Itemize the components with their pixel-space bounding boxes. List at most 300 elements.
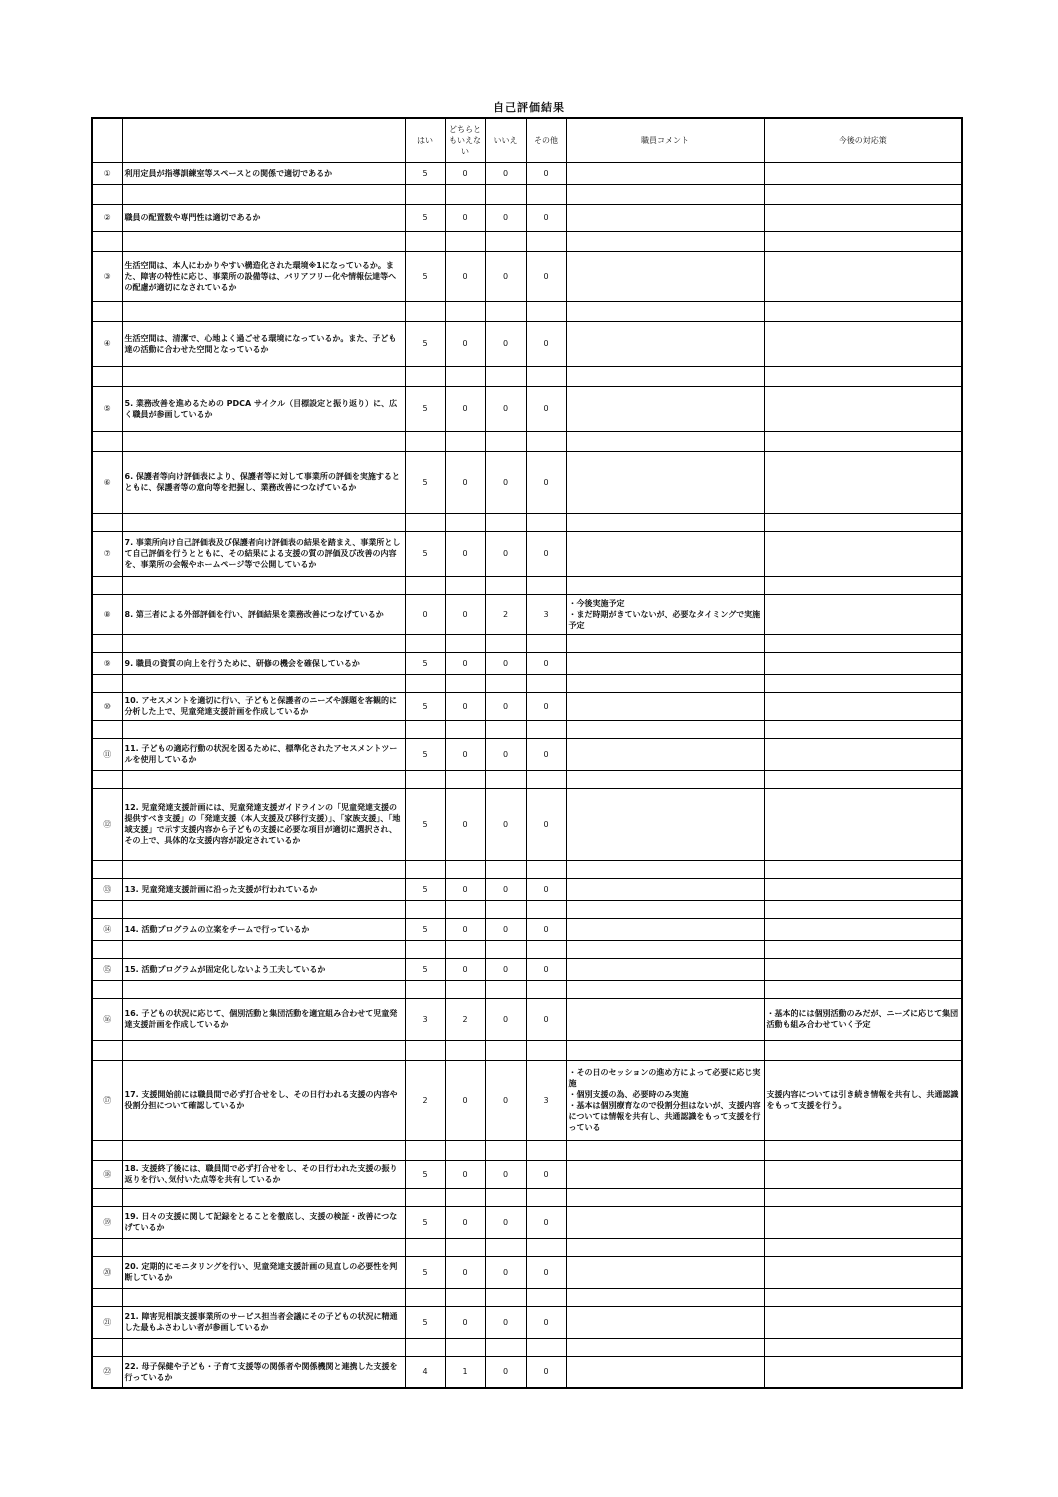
count-other: 0 — [526, 788, 566, 860]
staff-comment — [566, 918, 764, 940]
spacer-cell — [764, 634, 962, 652]
spacer-cell — [122, 674, 405, 692]
question-text: 22. 母子保健や子ども・子育て支援等の関係者や関係機関と連携した支援を行っているか — [122, 1356, 405, 1388]
question-text: 6. 保護者等向け評価表により、保護者等に対して事業所の評価を実施するとともに、保護者等の意向等を把握し、業務改善につなげているか — [122, 451, 405, 513]
future-plan — [764, 738, 962, 770]
spacer-cell — [445, 720, 485, 738]
spacer-cell — [526, 1238, 566, 1256]
spacer-cell — [405, 513, 445, 531]
count-yes: 4 — [405, 1356, 445, 1388]
question-text: 生活空間は、清潔で、心地よく過ごせる環境になっているか。また、子ども達の活動に合わせた空間となっているか — [122, 321, 405, 366]
table-row — [92, 652, 962, 674]
count-neither: 0 — [445, 451, 485, 513]
spacer-row — [92, 674, 962, 692]
count-other: 0 — [526, 251, 566, 301]
question-text: 18. 支援終了後には、職員間で必ず打合せをし、その日行われた支援の振り返りを行い､気付いた点等を共有しているか — [122, 1160, 405, 1188]
count-no: 0 — [485, 1206, 526, 1238]
spacer-cell — [405, 231, 445, 251]
spacer-cell — [764, 1188, 962, 1206]
spacer-cell — [566, 1140, 764, 1160]
staff-comment — [566, 1356, 764, 1388]
spacer-cell — [485, 980, 526, 998]
spacer-cell — [764, 940, 962, 958]
count-no: 0 — [485, 451, 526, 513]
spacer-row — [92, 1338, 962, 1356]
question-text: 16. 子どもの状況に応じて、個別活動と集団活動を適宜組み合わせて児童発達支援計画を作成しているか — [122, 998, 405, 1040]
count-no: 0 — [485, 652, 526, 674]
spacer-cell — [485, 1188, 526, 1206]
spacer-cell — [405, 940, 445, 958]
future-plan — [764, 451, 962, 513]
spacer-cell — [485, 431, 526, 451]
staff-comment — [566, 251, 764, 301]
spacer-cell — [92, 1040, 122, 1060]
count-no: 0 — [485, 531, 526, 576]
count-other: 0 — [526, 162, 566, 184]
question-text: 7. 事業所向け自己評価表及び保護者向け評価表の結果を踏まえ、事業所として自己評価を行うとともに、その結果による支援の質の評価及び改善の内容を、事業所の会報やホームページ等で公開しているか — [122, 531, 405, 576]
count-yes: 5 — [405, 788, 445, 860]
staff-comment: ・その日のセッションの進め方によって必要に応じ実施 ・個別支援の為、必要時のみ実施 ・基本は個別療育なので役割分担はないが、支援内容については情報を共有し、共通認識をもって支援を行っている — [566, 1060, 764, 1140]
spacer-cell — [445, 1338, 485, 1356]
spacer-cell — [526, 634, 566, 652]
spacer-cell — [445, 231, 485, 251]
future-plan — [764, 1256, 962, 1288]
spacer-cell — [405, 770, 445, 788]
spacer-cell — [764, 720, 962, 738]
spacer-cell — [405, 1140, 445, 1160]
question-text: 14. 活動プログラムの立案をチームで行っているか — [122, 918, 405, 940]
spacer-cell — [526, 860, 566, 878]
future-plan: ・基本的には個別活動のみだが、ニーズに応じて集団活動も組み合わせていく予定 — [764, 998, 962, 1040]
spacer-cell — [764, 231, 962, 251]
table-row — [92, 692, 962, 720]
spacer-cell — [445, 1140, 485, 1160]
spacer-cell — [122, 184, 405, 204]
spacer-row — [92, 980, 962, 998]
header-future-plan: 今後の対応策 — [764, 118, 962, 162]
spacer-cell — [526, 513, 566, 531]
row-number: ⑧ — [92, 594, 122, 634]
spacer-row — [92, 720, 962, 738]
future-plan — [764, 652, 962, 674]
question-text: 5. 業務改善を進めるための PDCA サイクル（目標設定と振り返り）に、広く職員が参画しているか — [122, 386, 405, 431]
spacer-cell — [445, 1288, 485, 1306]
future-plan — [764, 1160, 962, 1188]
spacer-row — [92, 770, 962, 788]
count-other: 0 — [526, 1356, 566, 1388]
future-plan — [764, 162, 962, 184]
row-number: ⑰ — [92, 1060, 122, 1140]
spacer-cell — [566, 1338, 764, 1356]
spacer-cell — [405, 860, 445, 878]
future-plan — [764, 1306, 962, 1338]
count-no: 0 — [485, 1256, 526, 1288]
spacer-cell — [485, 1140, 526, 1160]
spacer-cell — [405, 900, 445, 918]
row-number: ⑭ — [92, 918, 122, 940]
future-plan: 支援内容については引き続き情報を共有し、共通認識をもって支援を行う。 — [764, 1060, 962, 1140]
spacer-cell — [526, 940, 566, 958]
count-no: 0 — [485, 1306, 526, 1338]
spacer-cell — [122, 860, 405, 878]
question-text: 職員の配置数や専門性は適切であるか — [122, 204, 405, 231]
spacer-cell — [445, 1040, 485, 1060]
table-row — [92, 162, 962, 184]
count-neither: 0 — [445, 204, 485, 231]
count-other: 0 — [526, 652, 566, 674]
spacer-cell — [445, 860, 485, 878]
staff-comment — [566, 878, 764, 900]
count-yes: 5 — [405, 162, 445, 184]
count-other: 0 — [526, 1256, 566, 1288]
spacer-row — [92, 576, 962, 594]
spacer-cell — [566, 366, 764, 386]
spacer-cell — [485, 770, 526, 788]
spacer-cell — [405, 1040, 445, 1060]
spacer-cell — [485, 576, 526, 594]
future-plan — [764, 788, 962, 860]
count-yes: 5 — [405, 692, 445, 720]
spacer-cell — [122, 366, 405, 386]
count-no: 0 — [485, 386, 526, 431]
count-no: 0 — [485, 918, 526, 940]
spacer-row — [92, 513, 962, 531]
spacer-cell — [764, 1040, 962, 1060]
spacer-cell — [485, 184, 526, 204]
spacer-cell — [764, 1338, 962, 1356]
staff-comment — [566, 788, 764, 860]
spacer-cell — [92, 900, 122, 918]
question-text: 生活空間は、本人にわかりやすい構造化された環境※1になっているか。また、障害の特性に応じ、事業所の設備等は、バリアフリー化や情報伝達等への配慮が適切になされているか — [122, 251, 405, 301]
future-plan — [764, 594, 962, 634]
spacer-cell — [526, 1288, 566, 1306]
spacer-cell — [122, 1288, 405, 1306]
spacer-cell — [92, 980, 122, 998]
spacer-cell — [566, 301, 764, 321]
spacer-cell — [405, 634, 445, 652]
spacer-cell — [405, 1288, 445, 1306]
count-yes: 5 — [405, 531, 445, 576]
spacer-cell — [122, 720, 405, 738]
count-neither: 0 — [445, 321, 485, 366]
count-yes: 5 — [405, 451, 445, 513]
spacer-cell — [526, 431, 566, 451]
spacer-cell — [526, 576, 566, 594]
staff-comment: ・今後実施予定 ・まだ時期がきていないが、必要なタイミングで実施予定 — [566, 594, 764, 634]
spacer-row — [92, 1188, 962, 1206]
count-no: 0 — [485, 321, 526, 366]
spacer-cell — [566, 674, 764, 692]
row-number: ㉒ — [92, 1356, 122, 1388]
spacer-cell — [92, 366, 122, 386]
future-plan — [764, 692, 962, 720]
count-neither: 0 — [445, 386, 485, 431]
spacer-row — [92, 1288, 962, 1306]
row-number: ⑳ — [92, 1256, 122, 1288]
spacer-cell — [92, 860, 122, 878]
spacer-cell — [405, 431, 445, 451]
row-number: ③ — [92, 251, 122, 301]
question-text: 利用定員が指導訓練室等スペースとの関係で適切であるか — [122, 162, 405, 184]
count-yes: 5 — [405, 652, 445, 674]
table-row — [92, 594, 962, 634]
spacer-cell — [445, 770, 485, 788]
spacer-row — [92, 366, 962, 386]
count-yes: 5 — [405, 1160, 445, 1188]
count-no: 0 — [485, 204, 526, 231]
count-neither: 0 — [445, 692, 485, 720]
count-yes: 5 — [405, 1306, 445, 1338]
count-other: 0 — [526, 321, 566, 366]
spacer-cell — [122, 1188, 405, 1206]
spacer-cell — [445, 366, 485, 386]
spacer-cell — [405, 184, 445, 204]
count-yes: 5 — [405, 958, 445, 980]
row-number: ① — [92, 162, 122, 184]
spacer-row — [92, 1140, 962, 1160]
count-yes: 5 — [405, 1206, 445, 1238]
count-neither: 0 — [445, 878, 485, 900]
table-row — [92, 788, 962, 860]
staff-comment — [566, 1306, 764, 1338]
header-number — [92, 118, 122, 162]
count-no: 2 — [485, 594, 526, 634]
spacer-cell — [764, 860, 962, 878]
spacer-cell — [764, 900, 962, 918]
count-neither: 0 — [445, 1160, 485, 1188]
spacer-cell — [92, 1338, 122, 1356]
spacer-cell — [405, 1338, 445, 1356]
spacer-cell — [764, 1238, 962, 1256]
question-text: 17. 支援開始前には職員間で必ず打合せをし、その日行われる支援の内容や役割分担について確認しているか — [122, 1060, 405, 1140]
count-other: 0 — [526, 998, 566, 1040]
spacer-cell — [764, 770, 962, 788]
count-no: 0 — [485, 998, 526, 1040]
count-neither: 1 — [445, 1356, 485, 1388]
count-neither: 0 — [445, 1306, 485, 1338]
count-no: 0 — [485, 738, 526, 770]
spacer-cell — [405, 674, 445, 692]
count-no: 0 — [485, 958, 526, 980]
future-plan — [764, 1206, 962, 1238]
spacer-cell — [566, 431, 764, 451]
count-yes: 5 — [405, 878, 445, 900]
spacer-cell — [445, 513, 485, 531]
count-neither: 0 — [445, 958, 485, 980]
table-row — [92, 878, 962, 900]
row-number: ⑱ — [92, 1160, 122, 1188]
future-plan — [764, 958, 962, 980]
spacer-cell — [122, 770, 405, 788]
spacer-cell — [526, 720, 566, 738]
count-neither: 0 — [445, 1206, 485, 1238]
table-row — [92, 1206, 962, 1238]
spacer-cell — [92, 1288, 122, 1306]
staff-comment — [566, 1256, 764, 1288]
spacer-cell — [122, 301, 405, 321]
spacer-cell — [445, 1238, 485, 1256]
staff-comment — [566, 1206, 764, 1238]
header-yes: はい — [405, 118, 445, 162]
count-yes: 5 — [405, 251, 445, 301]
count-no: 0 — [485, 1160, 526, 1188]
page-title: 自己評価結果 — [493, 101, 565, 114]
table-row — [92, 998, 962, 1040]
spacer-cell — [445, 940, 485, 958]
spacer-cell — [526, 900, 566, 918]
spacer-cell — [764, 1288, 962, 1306]
spacer-cell — [122, 431, 405, 451]
spacer-cell — [122, 634, 405, 652]
count-yes: 3 — [405, 998, 445, 1040]
spacer-cell — [566, 1040, 764, 1060]
row-number: ⑦ — [92, 531, 122, 576]
spacer-row — [92, 1040, 962, 1060]
count-yes: 5 — [405, 918, 445, 940]
staff-comment — [566, 162, 764, 184]
future-plan — [764, 251, 962, 301]
count-other: 3 — [526, 1060, 566, 1140]
table-row — [92, 918, 962, 940]
spacer-cell — [405, 576, 445, 594]
count-neither: 0 — [445, 1256, 485, 1288]
spacer-cell — [92, 576, 122, 594]
table-row — [92, 958, 962, 980]
count-yes: 5 — [405, 386, 445, 431]
count-no: 0 — [485, 251, 526, 301]
spacer-cell — [405, 720, 445, 738]
table-row — [92, 451, 962, 513]
count-yes: 0 — [405, 594, 445, 634]
count-neither: 2 — [445, 998, 485, 1040]
spacer-cell — [405, 1188, 445, 1206]
spacer-cell — [445, 674, 485, 692]
spacer-cell — [485, 1238, 526, 1256]
spacer-cell — [122, 900, 405, 918]
spacer-cell — [92, 431, 122, 451]
spacer-cell — [764, 576, 962, 594]
table-row — [92, 1160, 962, 1188]
header-no: いいえ — [485, 118, 526, 162]
count-other: 0 — [526, 738, 566, 770]
spacer-cell — [445, 184, 485, 204]
count-other: 0 — [526, 531, 566, 576]
row-number: ② — [92, 204, 122, 231]
spacer-cell — [122, 231, 405, 251]
spacer-row — [92, 634, 962, 652]
spacer-row — [92, 431, 962, 451]
spacer-cell — [445, 1188, 485, 1206]
row-number: ⑮ — [92, 958, 122, 980]
spacer-cell — [526, 301, 566, 321]
spacer-cell — [485, 674, 526, 692]
spacer-cell — [764, 674, 962, 692]
spacer-cell — [405, 980, 445, 998]
spacer-cell — [485, 1288, 526, 1306]
staff-comment — [566, 692, 764, 720]
count-other: 0 — [526, 1160, 566, 1188]
staff-comment — [566, 321, 764, 366]
spacer-cell — [526, 1140, 566, 1160]
spacer-cell — [566, 720, 764, 738]
spacer-cell — [92, 231, 122, 251]
spacer-cell — [92, 674, 122, 692]
question-text: 9. 職員の資質の向上を行うために、研修の機会を確保しているか — [122, 652, 405, 674]
spacer-cell — [92, 301, 122, 321]
row-number: ⑤ — [92, 386, 122, 431]
spacer-cell — [485, 1040, 526, 1060]
table-row — [92, 738, 962, 770]
spacer-cell — [526, 1338, 566, 1356]
spacer-cell — [526, 674, 566, 692]
count-neither: 0 — [445, 594, 485, 634]
spacer-cell — [566, 1238, 764, 1256]
question-text: 13. 児童発達支援計画に沿った支援が行われているか — [122, 878, 405, 900]
future-plan — [764, 878, 962, 900]
staff-comment — [566, 451, 764, 513]
spacer-cell — [566, 860, 764, 878]
row-number: ⑩ — [92, 692, 122, 720]
count-neither: 0 — [445, 738, 485, 770]
spacer-cell — [566, 231, 764, 251]
count-neither: 0 — [445, 162, 485, 184]
spacer-cell — [122, 940, 405, 958]
spacer-cell — [764, 184, 962, 204]
future-plan — [764, 918, 962, 940]
spacer-cell — [566, 1288, 764, 1306]
staff-comment — [566, 386, 764, 431]
count-neither: 0 — [445, 531, 485, 576]
table-row — [92, 1060, 962, 1140]
count-other: 0 — [526, 451, 566, 513]
spacer-cell — [566, 634, 764, 652]
future-plan — [764, 386, 962, 431]
spacer-cell — [92, 1140, 122, 1160]
count-neither: 0 — [445, 251, 485, 301]
spacer-cell — [566, 576, 764, 594]
count-no: 0 — [485, 788, 526, 860]
spacer-cell — [485, 634, 526, 652]
spacer-cell — [92, 1238, 122, 1256]
spacer-cell — [526, 366, 566, 386]
staff-comment — [566, 531, 764, 576]
spacer-cell — [92, 940, 122, 958]
spacer-cell — [566, 513, 764, 531]
spacer-cell — [445, 431, 485, 451]
header-neither: どちらともいえない — [445, 118, 485, 162]
row-number: ⑨ — [92, 652, 122, 674]
table-row — [92, 1256, 962, 1288]
question-text: 11. 子どもの適応行動の状況を図るために、標準化されたアセスメントツールを使用しているか — [122, 738, 405, 770]
spacer-cell — [445, 634, 485, 652]
spacer-cell — [566, 770, 764, 788]
count-other: 0 — [526, 204, 566, 231]
header-staff-comment: 職員コメント — [566, 118, 764, 162]
spacer-cell — [445, 301, 485, 321]
spacer-row — [92, 231, 962, 251]
spacer-cell — [122, 1338, 405, 1356]
spacer-cell — [764, 980, 962, 998]
count-no: 0 — [485, 1060, 526, 1140]
spacer-cell — [526, 1188, 566, 1206]
spacer-cell — [764, 1140, 962, 1160]
header-other: その他 — [526, 118, 566, 162]
spacer-cell — [526, 770, 566, 788]
row-number: ⑪ — [92, 738, 122, 770]
staff-comment — [566, 652, 764, 674]
count-other: 0 — [526, 918, 566, 940]
spacer-cell — [764, 513, 962, 531]
